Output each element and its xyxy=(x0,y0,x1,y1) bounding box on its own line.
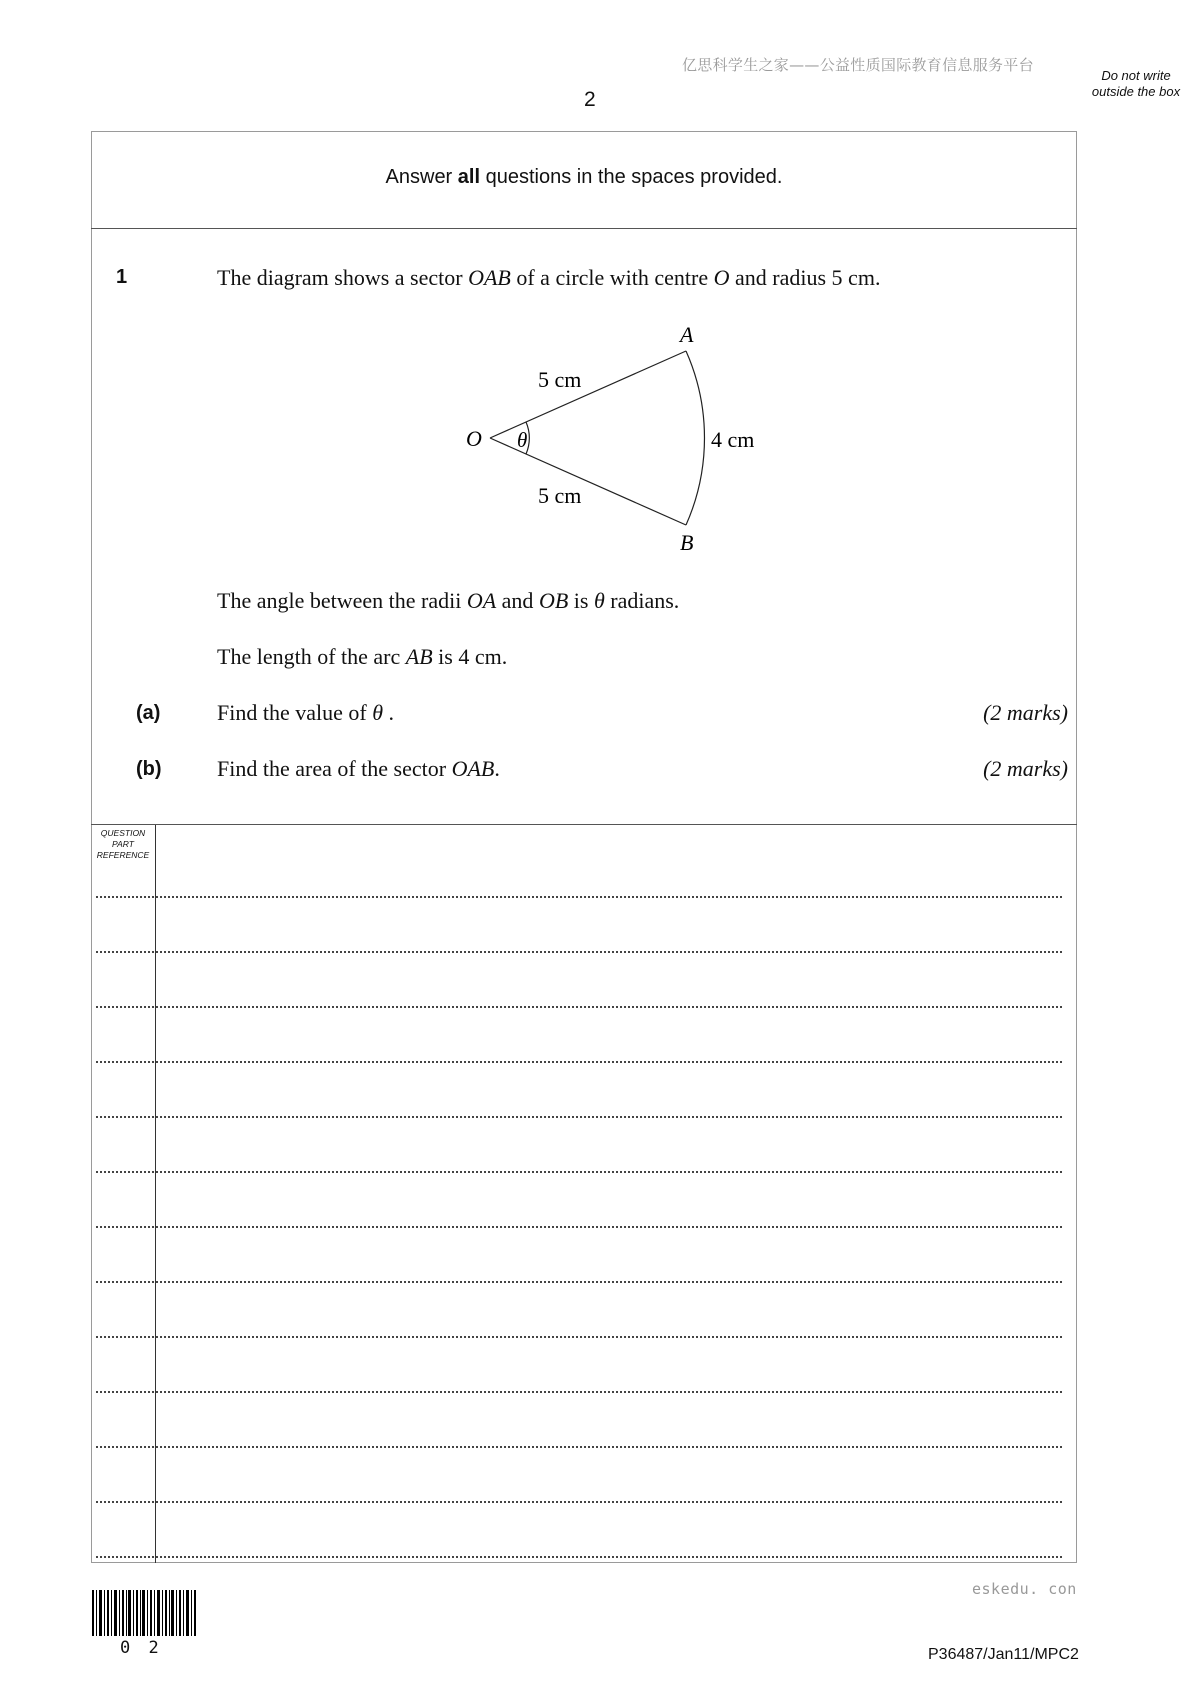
part-b-label: (b) xyxy=(136,758,162,780)
part-b-text-1: Find the area of the sector xyxy=(217,756,452,781)
part-a-marks: (2 marks) xyxy=(983,700,1068,725)
stmt1-text-2: and xyxy=(496,588,539,613)
answer-line[interactable] xyxy=(96,1006,1062,1008)
question-number: 1 xyxy=(116,266,128,288)
stmt2-text-1: The length of the arc xyxy=(217,644,406,669)
instruction-post: questions in the spaces provided. xyxy=(480,166,783,188)
part-a-var: θ xyxy=(372,700,384,725)
stmt2-text-2: is 4 cm. xyxy=(432,644,508,669)
label-o: O xyxy=(466,426,482,451)
label-arc: 4 cm xyxy=(711,427,755,452)
part-b-marks: (2 marks) xyxy=(983,756,1068,781)
stmt1-text-4: radians. xyxy=(604,588,680,613)
answer-line[interactable] xyxy=(96,1281,1062,1283)
part-a-text-2: . xyxy=(383,700,395,725)
instruction-bold: all xyxy=(457,166,481,188)
question-intro xyxy=(217,265,880,291)
margin-note: Do not write outside the box xyxy=(1091,68,1181,99)
watermark: 亿思科学生之家——公益性质国际教育信息服务平台 xyxy=(682,56,1034,74)
barcode xyxy=(92,1590,196,1636)
label-a: A xyxy=(680,322,694,347)
answer-line[interactable] xyxy=(96,1446,1062,1448)
answer-line[interactable] xyxy=(96,1171,1062,1173)
ref-label-line-3: REFERENCE xyxy=(96,850,150,860)
part-a-label: (a) xyxy=(136,702,161,724)
sector-diagram xyxy=(450,318,790,558)
page-number: 2 xyxy=(584,88,596,111)
answer-line[interactable] xyxy=(96,896,1062,898)
label-side-ob: 5 cm xyxy=(538,483,582,508)
answer-line[interactable] xyxy=(96,951,1062,953)
answer-line[interactable] xyxy=(96,1061,1062,1063)
answer-area-divider xyxy=(91,824,1077,825)
barcode-number: 0 2 xyxy=(120,1638,163,1658)
statement-arc xyxy=(217,644,507,670)
label-b: B xyxy=(680,530,694,555)
intro-var-o: O xyxy=(713,265,730,290)
intro-text-2: of a circle with centre xyxy=(510,265,714,290)
stmt1-var-oa: OA xyxy=(466,588,497,613)
instruction xyxy=(91,166,1077,189)
stmt1-var-theta: θ xyxy=(593,588,605,613)
answer-line[interactable] xyxy=(96,1116,1062,1118)
part-b-text-2: . xyxy=(494,756,500,781)
answer-line[interactable] xyxy=(96,1556,1062,1558)
ref-label-line-2: PART xyxy=(112,839,134,849)
statement-angle xyxy=(217,588,679,614)
answer-line[interactable] xyxy=(96,1501,1062,1503)
intro-text-1: The diagram shows a sector xyxy=(217,265,469,290)
instruction-pre: Answer xyxy=(385,166,458,188)
part-a-text-1: Find the value of xyxy=(217,700,373,725)
answer-line[interactable] xyxy=(96,1336,1062,1338)
arc-ab xyxy=(686,351,704,525)
answer-line[interactable] xyxy=(96,1391,1062,1393)
label-theta: θ xyxy=(517,428,528,452)
stmt1-text-1: The angle between the radii xyxy=(217,588,467,613)
radius-oa xyxy=(490,351,686,438)
header-divider xyxy=(91,228,1077,229)
footer-site: eskedu. con xyxy=(972,1580,1077,1598)
label-side-oa: 5 cm xyxy=(538,367,582,392)
intro-text-3: and radius 5 cm. xyxy=(729,265,881,290)
part-a-text xyxy=(217,700,394,726)
paper-reference: P36487/Jan11/MPC2 xyxy=(928,1646,1079,1663)
ref-label-line-1: QUESTION xyxy=(100,828,146,838)
stmt1-var-ob: OB xyxy=(538,588,569,613)
question-part-reference-label xyxy=(92,828,154,861)
part-b-text xyxy=(217,756,500,782)
answer-line[interactable] xyxy=(96,1226,1062,1228)
part-b-var: OAB xyxy=(451,756,495,781)
stmt2-var-ab: AB xyxy=(405,644,433,669)
intro-var-oab: OAB xyxy=(468,265,511,290)
stmt1-text-3: is xyxy=(568,588,594,613)
reference-column-divider xyxy=(155,825,156,1563)
